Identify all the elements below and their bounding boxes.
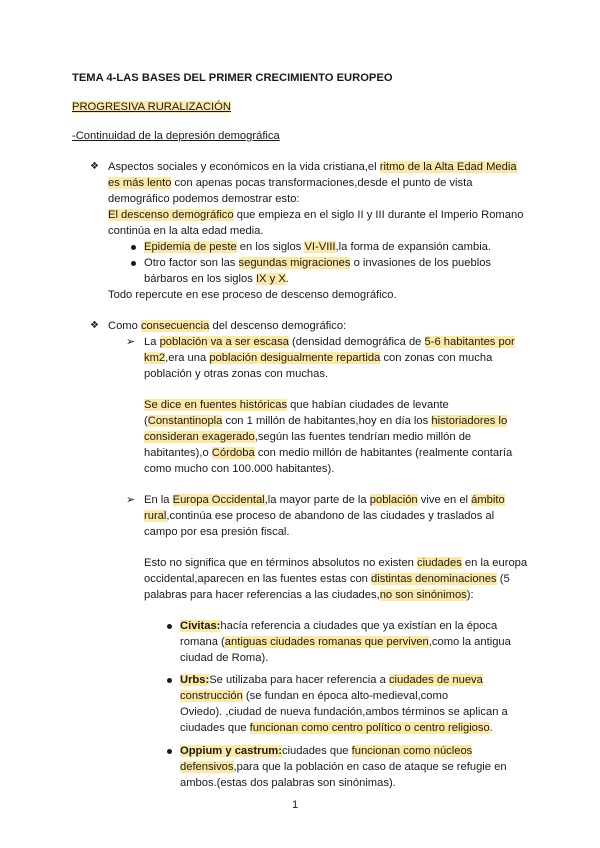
- highlight: IX y X: [255, 273, 286, 285]
- text-line: [180, 634, 511, 650]
- highlight: no son sinónimos: [379, 589, 467, 601]
- highlight: construcción: [180, 690, 243, 702]
- text-line: [144, 571, 510, 587]
- text: ,para que la población en caso de ataque se refugie en: [233, 761, 507, 773]
- text: ,la mayor parte de la: [264, 494, 370, 506]
- text-line: [144, 239, 491, 255]
- text: (densidad demográfica de: [288, 336, 425, 348]
- text-line: [108, 223, 264, 239]
- text-line: [144, 429, 471, 445]
- text: Aspectos sociales y económicos en la vida cristiana,el: [108, 161, 380, 173]
- highlight: ciudades: [417, 557, 462, 569]
- highlight: rural: [144, 510, 167, 522]
- bullet-dot-icon: [167, 678, 172, 683]
- arrow-bullet-icon: ➢: [126, 494, 136, 506]
- text: bárbaros en los siglos: [144, 273, 256, 285]
- text: con medio millón de habitantes (realmente contaría: [254, 447, 513, 459]
- text-line: [108, 318, 346, 334]
- term-civitas: Civitas:: [180, 620, 221, 632]
- text: que habían ciudades de levante: [287, 399, 449, 411]
- highlight: ritmo de la Alta Edad Media: [379, 161, 517, 173]
- highlight: ámbito: [471, 494, 505, 506]
- highlight: distintas denominaciones: [371, 573, 497, 585]
- text-line: [144, 461, 334, 477]
- text: (5: [496, 573, 510, 585]
- text-line: [144, 524, 290, 540]
- text: en los siglos: [236, 241, 305, 253]
- text: palabras para hacer referencias a las ciudades,: [144, 589, 380, 601]
- text-line: [180, 688, 448, 704]
- text-line: [144, 366, 328, 382]
- text: ambos.(estas dos palabras son sinónimas).: [180, 777, 396, 789]
- text: población y otras zonas con muchas.: [144, 368, 329, 380]
- text: ciudades que: [281, 745, 352, 757]
- text: ,según las fuentes tendrían medio millón de: [254, 431, 472, 443]
- section-heading: [72, 99, 231, 115]
- text-line: [180, 759, 507, 775]
- text: Oviedo). ,ciudad de nueva fundación,ambos términos se aplican a: [180, 706, 508, 718]
- text: En la: [144, 494, 173, 506]
- text: Como: [108, 320, 141, 332]
- text-line: [144, 413, 507, 429]
- text: ciudades que: [180, 722, 250, 734]
- text-line: [108, 175, 472, 191]
- text: ciudad de Roma).: [180, 652, 269, 664]
- text: ,era una: [165, 352, 210, 364]
- text-line: [108, 191, 300, 207]
- term-oppium: Oppium y castrum:: [180, 745, 282, 757]
- highlight: es más lento: [108, 177, 172, 189]
- text: del descenso demográfico:: [209, 320, 347, 332]
- page-number: 1: [292, 799, 299, 811]
- highlight: funcionan como núcleos: [351, 745, 473, 757]
- text-line: [144, 492, 505, 508]
- highlight: historiadores lo: [431, 415, 508, 427]
- text: romana (: [180, 636, 225, 648]
- text-line: [108, 159, 517, 175]
- text: con zonas con mucha: [380, 352, 493, 364]
- text-line: [180, 618, 497, 634]
- text: ):: [466, 589, 474, 601]
- text: campo por esa presión fiscal.: [144, 526, 290, 538]
- text: Esto no significa que en términos absolutos no existen: [144, 557, 418, 569]
- text: como mucho con 100.000 habitantes).: [144, 463, 335, 475]
- text-line: [144, 334, 515, 350]
- highlight: segundas migraciones: [238, 257, 351, 269]
- highlight: Córdoba: [211, 447, 255, 459]
- text-line: [180, 704, 508, 720]
- text-line: [144, 445, 512, 461]
- highlight: antiguas ciudades romanas que perviven: [224, 636, 429, 648]
- highlight: población va a ser escasa: [159, 336, 289, 348]
- subsection-heading: -Continuidad de la depresión demográfica: [72, 130, 280, 142]
- text: Otro factor son las: [144, 257, 239, 269]
- text: vive en el: [417, 494, 472, 506]
- text: ,continúa ese proceso de abandono de las ciudades y traslados al: [166, 510, 495, 522]
- text-line: [108, 207, 523, 223]
- text: ,como la antigua: [428, 636, 511, 648]
- text-line: [144, 350, 492, 366]
- text-line: [144, 587, 474, 603]
- highlight: PROGRESIVA RURALIZACIÓN: [72, 101, 231, 113]
- highlight: defensivos: [180, 761, 234, 773]
- document-title: TEMA 4-LAS BASES DEL PRIMER CRECIMIENTO EUROPEO: [72, 72, 393, 84]
- highlight: km2: [144, 352, 166, 364]
- text: (: [144, 415, 148, 427]
- highlight: VI-VIII: [304, 241, 336, 253]
- text: o invasiones de los pueblos: [350, 257, 492, 269]
- bullet-dot-icon: [167, 749, 172, 754]
- bullet-dot-icon: [131, 245, 136, 250]
- bullet-dot-icon: [131, 261, 136, 266]
- highlight: Se dice en fuentes históricas: [144, 399, 288, 411]
- text-line: [180, 650, 268, 666]
- arrow-bullet-icon: ➢: [126, 336, 136, 348]
- text: demográfico podemos demostrar esto:: [108, 193, 300, 205]
- term-urbs: Urbs:: [180, 674, 210, 686]
- text: occidental,aparecen en las fuentes estas con: [144, 573, 372, 585]
- highlight: 5-6 habitantes por: [424, 336, 515, 348]
- highlight: población desigualmente repartida: [209, 352, 381, 364]
- text: ,la forma de expansión cambia.: [335, 241, 492, 253]
- text: La: [144, 336, 160, 348]
- highlight: población: [369, 494, 418, 506]
- text: con apenas pocas transformaciones,desde el punto de vista: [171, 177, 473, 189]
- bullet-dot-icon: [167, 624, 172, 629]
- text-line: [144, 397, 449, 413]
- text: que empieza en el siglo II y III durante el Imperio Romano: [233, 209, 524, 221]
- text: hacía referencia a ciudades que ya existían en la época: [220, 620, 498, 632]
- text-line: [144, 271, 289, 287]
- highlight: El descenso demográfico: [108, 209, 234, 221]
- diamond-bullet-icon: ❖: [90, 320, 99, 331]
- text: .: [285, 273, 289, 285]
- text-line: [180, 720, 493, 736]
- text-line: [180, 672, 483, 688]
- text: Todo repercute en ese proceso de descenso demográfico.: [108, 289, 397, 301]
- text: .: [489, 722, 493, 734]
- highlight: Constantinopla: [147, 415, 223, 427]
- highlight: consecuencia: [140, 320, 210, 332]
- highlight: ciudades de nueva: [388, 674, 483, 686]
- text: continúa en la alta edad media.: [108, 225, 264, 237]
- text-line: [108, 287, 397, 303]
- text: con 1 millón de habitantes,hoy en día los: [222, 415, 432, 427]
- text-line: [180, 775, 396, 791]
- text-line: [144, 508, 494, 524]
- text: en la europa: [461, 557, 528, 569]
- highlight: funcionan como centro político o centro religioso: [249, 722, 490, 734]
- text: (se fundan en época alto-medieval,como: [242, 690, 449, 702]
- diamond-bullet-icon: ❖: [90, 161, 99, 172]
- text-line: [180, 743, 472, 759]
- highlight: consideran exagerado: [144, 431, 255, 443]
- highlight: Epidemia de peste: [144, 241, 237, 253]
- text-line: [144, 255, 491, 271]
- text-line: [144, 555, 527, 571]
- text: habitantes),o: [144, 447, 212, 459]
- text: Se utilizaba para hacer referencia a: [209, 674, 389, 686]
- highlight: Europa Occidental: [172, 494, 265, 506]
